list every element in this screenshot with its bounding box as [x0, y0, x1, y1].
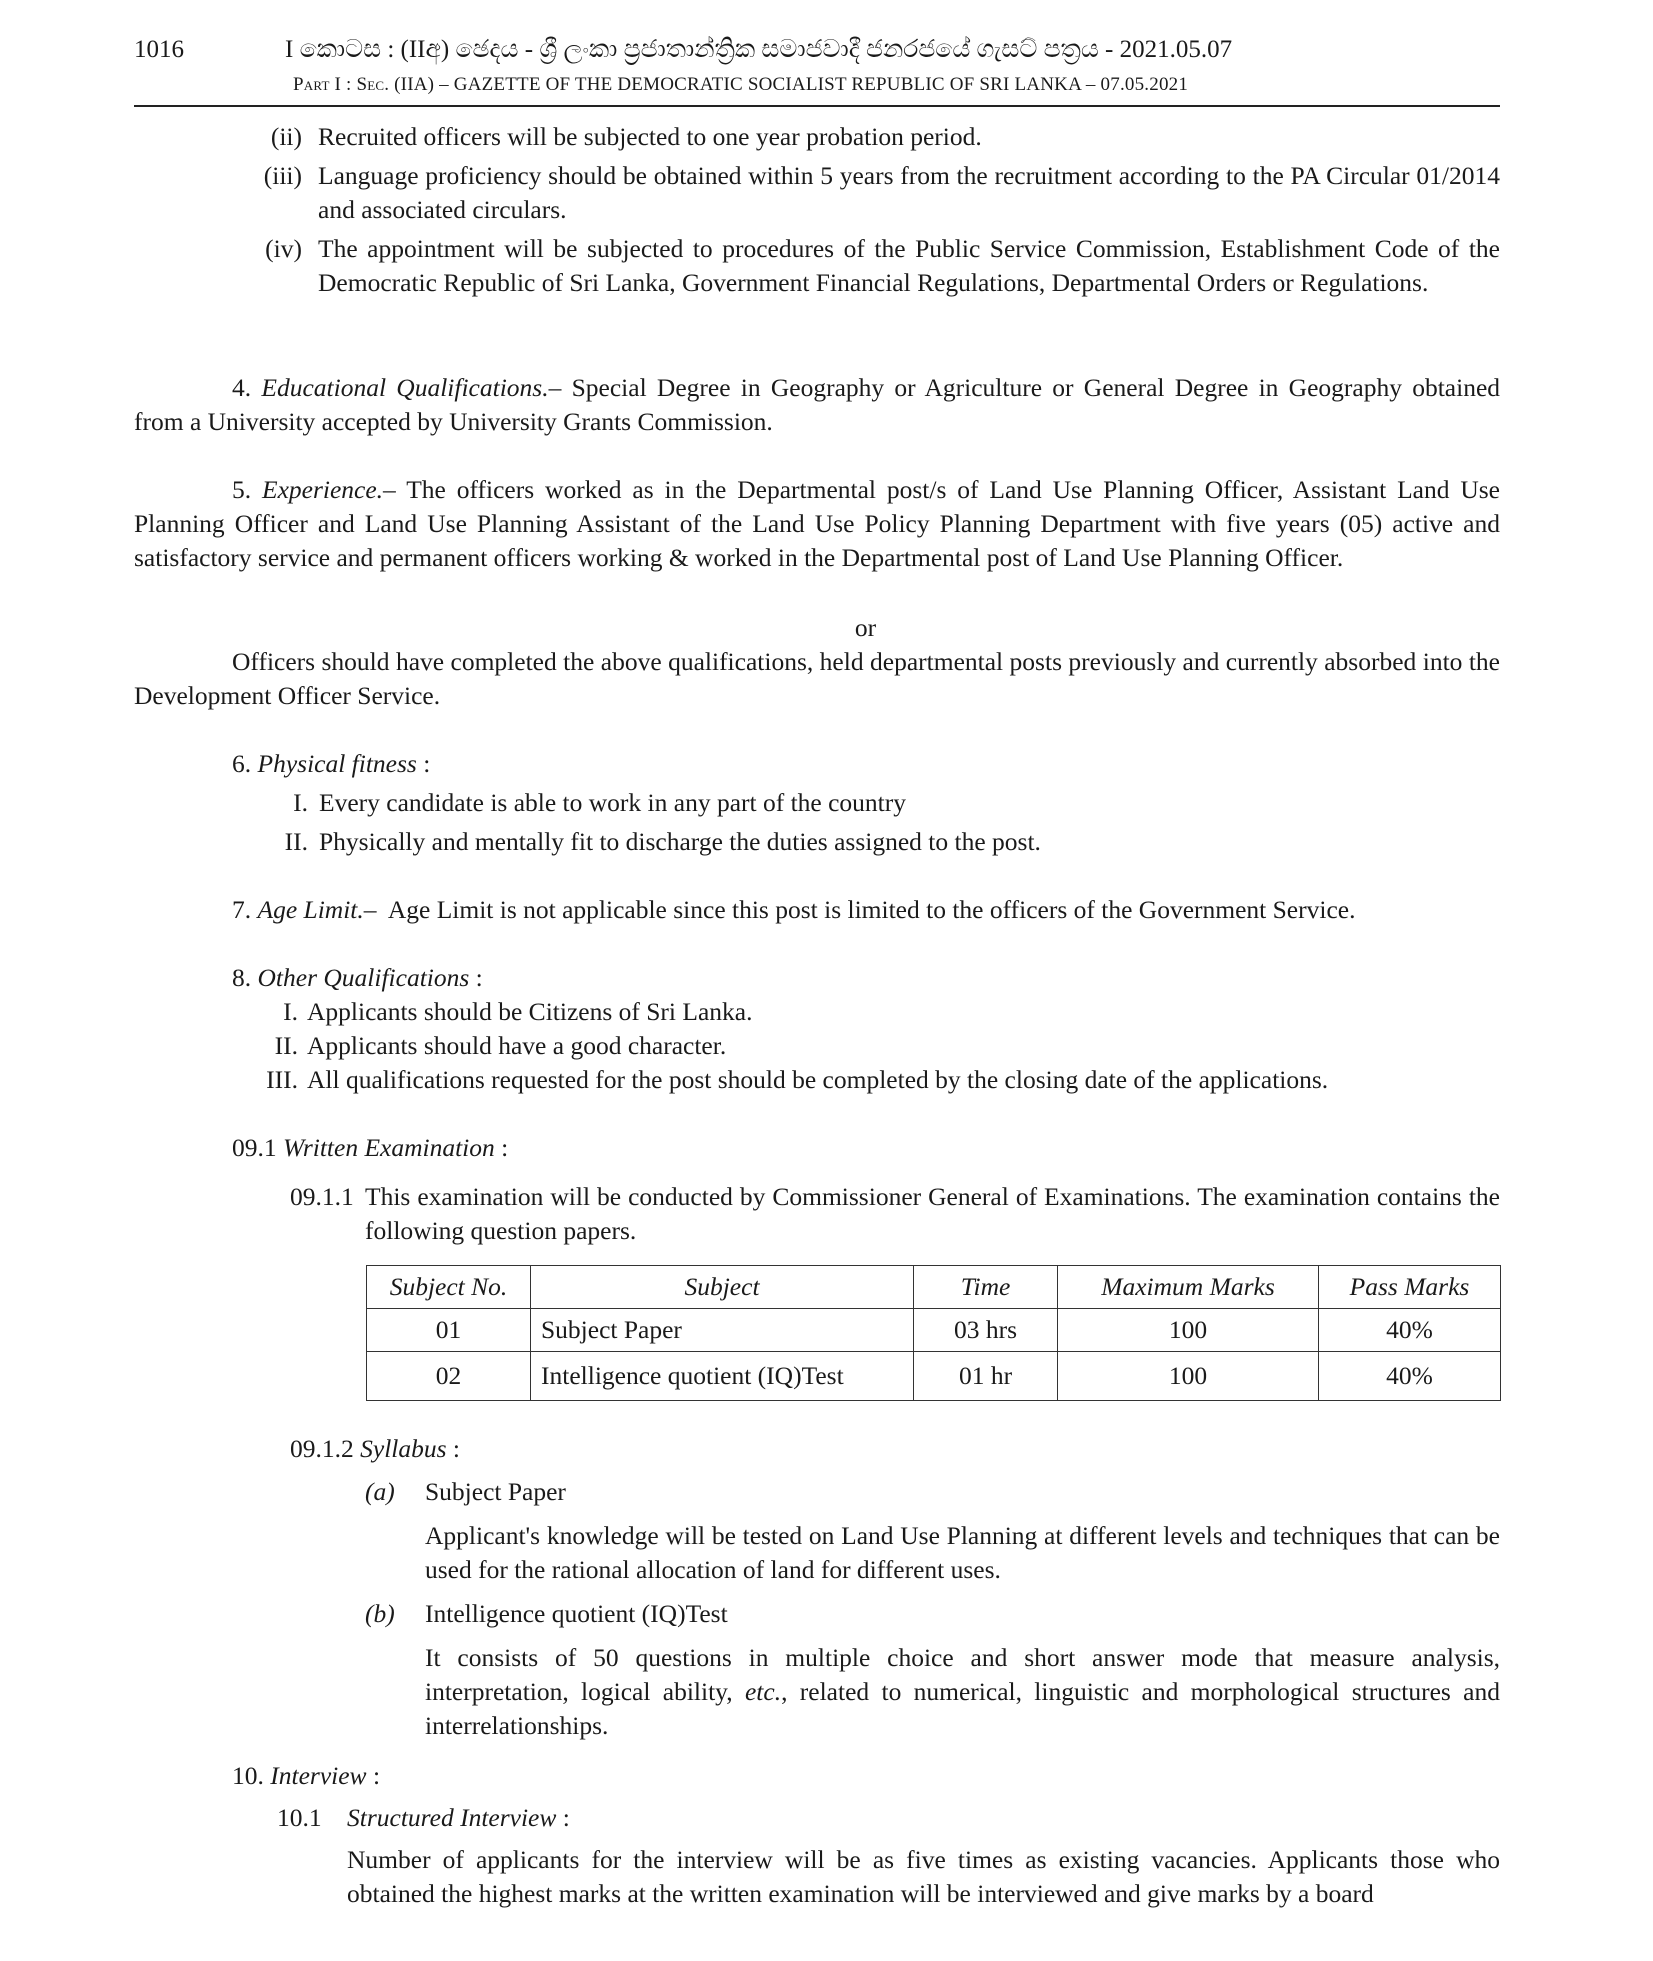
item-label: (a)	[365, 1477, 395, 1506]
section-number: 6.	[232, 749, 252, 778]
table-cell: 100	[1058, 1352, 1319, 1401]
table-cell: Intelligence quotient (IQ)Test	[531, 1352, 914, 1401]
table-cell: 40%	[1319, 1309, 1501, 1352]
section-number: 4.	[232, 373, 252, 402]
table-cell: 01	[367, 1309, 531, 1352]
table-cell: 40%	[1319, 1352, 1501, 1401]
section-9-heading	[232, 1131, 508, 1165]
table-cell: Subject Paper	[531, 1309, 914, 1352]
section-text: Special Degree in Geography or Agriculture or General Degree in Geography obtained from a University accepted by University Grants Commission.	[134, 373, 1501, 436]
section-title: Written Examination	[283, 1133, 495, 1162]
section-5-alternative: Officers should have completed the above qualifications, held departmental posts previously and currently absorbed into the Development Officer Service.	[134, 647, 1500, 710]
section-number: 10.	[232, 1761, 264, 1790]
header-rule	[134, 105, 1500, 107]
section-title: Physical fitness	[257, 749, 417, 778]
section-number: 09.1	[232, 1133, 277, 1162]
section-text: Age Limit is not applicable since this post is limited to the officers of the Government Service.	[387, 895, 1356, 924]
structured-interview-heading	[347, 1801, 570, 1835]
section-title: Interview	[270, 1761, 367, 1790]
table-header: Pass Marks	[1319, 1266, 1501, 1309]
section-4	[134, 371, 1500, 439]
header-sec: Sec.	[356, 74, 390, 95]
table-header: Time	[914, 1266, 1058, 1309]
table-cell: 02	[367, 1352, 531, 1401]
other-qualification-item: Applicants should have a good character.	[307, 1031, 727, 1060]
section-title: Other Qualifications	[257, 963, 470, 992]
exam-table	[366, 1265, 1501, 1401]
structured-interview-text: Number of applicants for the interview will be as five times as existing vacancies. Applicants those who obtained the highest marks at the written examination will be interviewed and give marks by a board	[347, 1845, 1500, 1908]
item-number: (iii)	[263, 161, 302, 190]
syllabus-a-text: Applicant's knowledge will be tested on Land Use Planning at different levels and techniques that can be used for the rational allocation of land for different uses.	[425, 1521, 1500, 1584]
syllabus-b-title: Intelligence quotient (IQ)Test	[425, 1599, 728, 1628]
colon: :	[423, 749, 431, 778]
text-segment: , related to numerical, linguistic and morphological structures and interrelationships.	[425, 1677, 1500, 1740]
section-title: Educational Qualifications.–	[261, 373, 562, 402]
section-title: Structured Interview	[347, 1803, 557, 1832]
header-rest: (IIA) – GAZETTE OF THE DEMOCRATIC SOCIALIST REPUBLIC OF SRI LANKA – 07.05.2021	[394, 74, 1189, 95]
condition-iv-text: The appointment will be subjected to procedures of the Public Service Commission, Establishment Code of the Democratic Republic of Sri Lanka, Government Financial Regulations, Departmental Orders or Regulations.	[318, 234, 1500, 297]
table-header-row	[367, 1266, 1501, 1309]
table-row	[367, 1309, 1501, 1352]
syllabus-heading	[290, 1432, 460, 1466]
header-english	[293, 74, 1188, 96]
text-segment: It consists of 50 questions in multiple choice and short answer mode that measure analysis, interpretation, logical ability,	[425, 1643, 1500, 1706]
other-qualification-item: Applicants should be Citizens of Sri Lanka.	[307, 997, 753, 1026]
table-cell: 100	[1058, 1309, 1319, 1352]
colon: :	[475, 963, 483, 992]
item-number: (ii)	[270, 122, 302, 151]
section-title: Age Limit.–	[257, 895, 377, 924]
section-number: 8.	[232, 963, 252, 992]
section-text: The officers worked as in the Departmental post/s of Land Use Planning Officer, Assistant Land Use Planning Officer and Land Use Planning Assistant of the Land Use Policy Planning Department with five years (05) active and satisfactory service and permanent officers working & worked in the Departmental post of Land Use Planning Officer.	[134, 475, 1500, 572]
condition-iii-text: Language proficiency should be obtained within 5 years from the recruitment according to the PA Circular 01/2014 and associated circulars.	[318, 161, 1500, 224]
table-header: Subject	[531, 1266, 914, 1309]
condition-ii-text: Recruited officers will be subjected to one year probation period.	[318, 122, 982, 151]
section-number: 5.	[232, 475, 252, 504]
item-label: (b)	[365, 1599, 395, 1628]
section-number: 09.1.2	[290, 1434, 354, 1463]
section-10-heading	[232, 1759, 380, 1793]
item-number: I.	[293, 788, 308, 817]
colon: :	[501, 1133, 509, 1162]
physical-fitness-item: Physically and mentally fit to discharge the duties assigned to the post.	[319, 827, 1041, 856]
section-5	[134, 473, 1500, 575]
colon: :	[372, 1761, 381, 1790]
text-segment: etc.	[744, 1677, 782, 1706]
section-number: 7.	[232, 895, 252, 924]
syllabus-b-text	[425, 1641, 1500, 1743]
physical-fitness-item: Every candidate is able to work in any part of the country	[319, 788, 907, 817]
item-number: II.	[284, 827, 308, 856]
section-title: Experience.–	[262, 475, 396, 504]
header-sinhala: I කොටස : (IIඅ) ඡෙදය - ශ්‍රී ලංකා ප්‍රජාතාන්ත්‍රික සමාජවාදී ජනරජයේ ගැසට් පත්‍රය - 2021.05.07	[285, 36, 1233, 63]
item-number: 09.1.1	[290, 1182, 354, 1211]
section-8-heading	[232, 961, 483, 995]
or-divider: or	[854, 613, 877, 642]
table-header: Subject No.	[367, 1266, 531, 1309]
page-number: 1016	[134, 36, 184, 63]
section-7	[232, 893, 1355, 927]
item-number: 10.1	[277, 1803, 322, 1832]
other-qualification-item: All qualifications requested for the post should be completed by the closing date of the applications.	[307, 1065, 1329, 1094]
item-number: II.	[274, 1031, 298, 1060]
section-title: Syllabus	[360, 1434, 447, 1463]
syllabus-a-title: Subject Paper	[425, 1477, 566, 1506]
table-header: Maximum Marks	[1058, 1266, 1319, 1309]
colon: :	[562, 1803, 570, 1832]
item-number: III.	[266, 1065, 298, 1094]
table-cell: 03 hrs	[914, 1309, 1058, 1352]
table-row	[367, 1352, 1501, 1401]
item-number: I.	[283, 997, 298, 1026]
table-cell: 01 hr	[914, 1352, 1058, 1401]
header-part: Part I :	[293, 74, 352, 95]
colon: :	[452, 1434, 461, 1463]
exam-description: This examination will be conducted by Commissioner General of Examinations. The examination contains the following question papers.	[365, 1182, 1500, 1245]
item-number: (iv)	[265, 234, 302, 263]
section-6-heading	[232, 747, 430, 781]
